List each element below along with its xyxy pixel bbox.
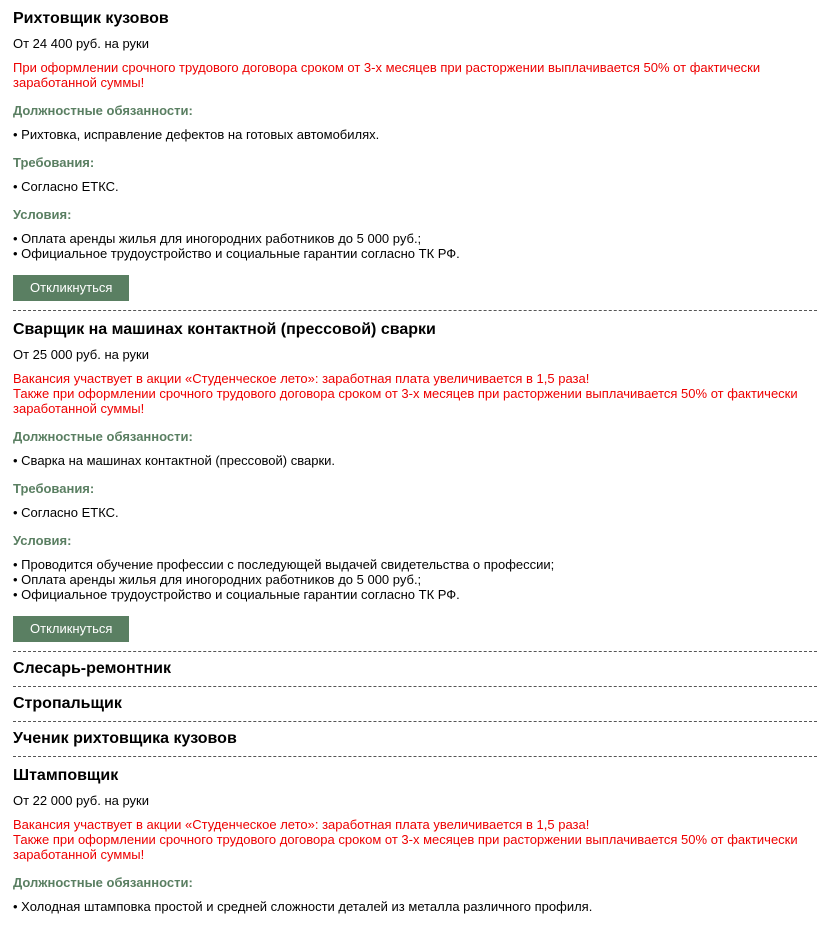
duties-list — [13, 899, 817, 914]
respond-button[interactable]: Откликнуться — [13, 616, 129, 642]
promo-line: При оформлении срочного трудового договора сроком от 3-х месяцев при расторжении выплачивается 50% от фактически заработанной суммы! — [13, 60, 761, 90]
list-item: • Рихтовка, исправление дефектов на готовых автомобилях. — [13, 127, 817, 142]
vacancy-promo — [13, 817, 817, 862]
duties-list — [13, 453, 817, 468]
vacancy-item[interactable] — [13, 687, 817, 722]
duties-heading: Должностные обязанности: — [13, 103, 193, 118]
vacancy-item — [13, 311, 817, 652]
list-item: • Оплата аренды жилья для иногородних работников до 5 000 руб.; — [13, 572, 817, 587]
requirements-heading: Требования: — [13, 155, 95, 170]
vacancy-title[interactable]: Штамповщик — [13, 767, 119, 784]
vacancy-item — [13, 0, 817, 311]
vacancy-salary: От 24 400 руб. на руки — [13, 36, 150, 51]
requirements-heading: Требования: — [13, 481, 95, 496]
promo-line: Также при оформлении срочного трудового договора сроком от 3-х месяцев при расторжении выплачивается 50% от фактически заработанной суммы! — [13, 386, 798, 416]
conditions-list — [13, 231, 817, 261]
conditions-heading: Условия: — [13, 533, 72, 548]
vacancy-title[interactable]: Сварщик на машинах контактной (прессовой) сварки — [13, 321, 436, 338]
list-item: • Согласно ЕТКС. — [13, 505, 817, 520]
promo-line: Также при оформлении срочного трудового договора сроком от 3-х месяцев при расторжении выплачивается 50% от фактически заработанной суммы! — [13, 832, 798, 862]
vacancy-title[interactable]: Слесарь-ремонтник — [13, 660, 171, 677]
conditions-list — [13, 557, 817, 602]
duties-list — [13, 127, 817, 142]
list-item: • Оплата аренды жилья для иногородних работников до 5 000 руб.; — [13, 231, 817, 246]
promo-line: Вакансия участвует в акции «Студенческое лето»: заработная плата увеличивается в 1,5 раза! — [13, 817, 590, 832]
list-item: • Официальное трудоустройство и социальные гарантии согласно ТК РФ. — [13, 246, 817, 261]
respond-button[interactable]: Откликнуться — [13, 275, 129, 301]
list-item: • Проводится обучение профессии с последующей выдачей свидетельства о профессии; — [13, 557, 817, 572]
vacancy-title[interactable]: Стропальщик — [13, 695, 122, 712]
requirements-list — [13, 505, 817, 520]
vacancy-salary: От 25 000 руб. на руки — [13, 347, 150, 362]
conditions-heading: Условия: — [13, 207, 72, 222]
duties-heading: Должностные обязанности: — [13, 429, 193, 444]
vacancy-item — [13, 757, 817, 923]
vacancy-title[interactable]: Рихтовщик кузовов — [13, 10, 169, 27]
duties-heading: Должностные обязанности: — [13, 875, 193, 890]
vacancy-item[interactable] — [13, 652, 817, 687]
list-item: • Сварка на машинах контактной (прессовой) сварки. — [13, 453, 817, 468]
vacancy-salary: От 22 000 руб. на руки — [13, 793, 150, 808]
vacancy-item[interactable] — [13, 722, 817, 757]
list-item: • Холодная штамповка простой и средней сложности деталей из металла различного профиля. — [13, 899, 817, 914]
promo-line: Вакансия участвует в акции «Студенческое лето»: заработная плата увеличивается в 1,5 раза! — [13, 371, 590, 386]
list-item: • Официальное трудоустройство и социальные гарантии согласно ТК РФ. — [13, 587, 817, 602]
list-item: • Согласно ЕТКС. — [13, 179, 817, 194]
vacancy-promo — [13, 60, 817, 90]
vacancy-title[interactable]: Ученик рихтовщика кузовов — [13, 730, 237, 747]
vacancy-promo — [13, 371, 817, 416]
requirements-list — [13, 179, 817, 194]
